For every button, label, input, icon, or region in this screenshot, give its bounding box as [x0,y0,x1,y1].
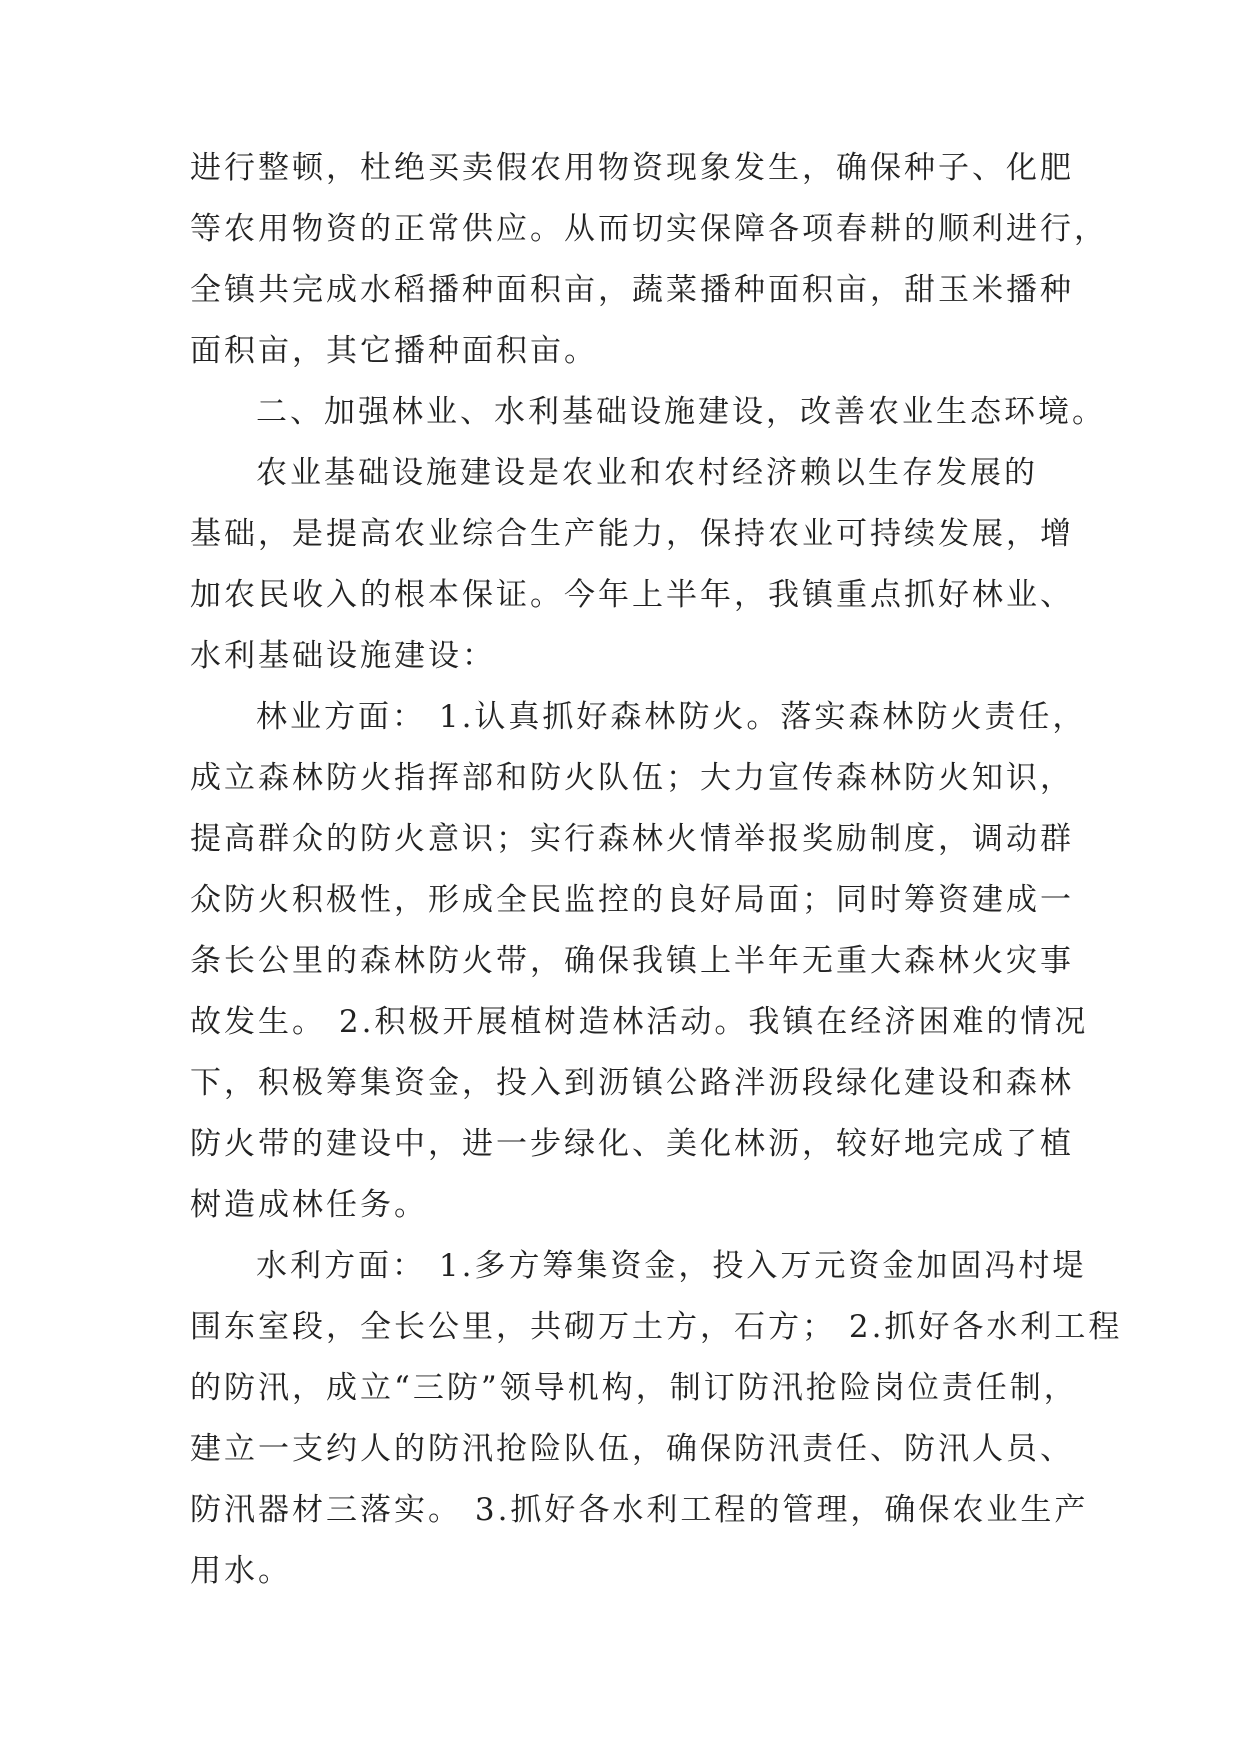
paragraph-line: 全镇共完成水稻播种面积亩，蔬菜播种面积亩，甜玉米播种 [190,272,1074,308]
paragraph-line: 故发生。 2.积极开展植树造林活动。我镇在经济困难的情况 [190,1004,1089,1040]
paragraph-line: 众防火积极性，形成全民监控的良好局面；同时筹资建成一 [190,882,1074,918]
paragraph-line: 建立一支约人的防汛抢险队伍，确保防汛责任、防汛人员、 [190,1431,1074,1467]
paragraph-line: 面积亩，其它播种面积亩。 [190,333,598,369]
paragraph-line: 防火带的建设中，进一步绿化、美化林沥，较好地完成了植 [190,1126,1074,1162]
paragraph-line: 基础，是提高农业综合生产能力，保持农业可持续发展，增 [190,516,1074,552]
paragraph-line: 下，积极筹集资金，投入到沥镇公路泮沥段绿化建设和森林 [190,1065,1074,1101]
paragraph-line: 农业基础设施建设是农业和农村经济赖以生存发展的 [256,455,1038,491]
paragraph-line: 用水。 [190,1553,292,1589]
paragraph-line: 围东室段，全长公里，共砌万土方，石方； 2.抓好各水利工程 [190,1309,1123,1345]
paragraph-line: 水利基础设施建设： [190,638,496,674]
paragraph-line: 水利方面： 1.多方筹集资金，投入万元资金加固冯村堤 [256,1248,1087,1284]
paragraph-line: 等农用物资的正常供应。从而切实保障各项春耕的顺利进行， [190,211,1108,247]
paragraph-line: 成立森林防火指挥部和防火队伍；大力宣传森林防火知识， [190,760,1074,796]
section-heading: 二、加强林业、水利基础设施建设，改善农业生态环境。 [256,394,1106,430]
paragraph-line: 的防汛，成立“三防”领导机构，制订防汛抢险岗位责任制， [190,1370,1078,1406]
paragraph-line: 林业方面： 1.认真抓好森林防火。落实森林防火责任， [256,699,1087,735]
paragraph-line: 条长公里的森林防火带，确保我镇上半年无重大森林火灾事 [190,943,1074,979]
paragraph-line: 树造成林任务。 [190,1187,428,1223]
paragraph-line: 加农民收入的根本保证。今年上半年，我镇重点抓好林业、 [190,577,1074,613]
paragraph-line: 防汛器材三落实。 3.抓好各水利工程的管理，确保农业生产 [190,1492,1089,1528]
paragraph-line: 进行整顿，杜绝买卖假农用物资现象发生，确保种子、化肥 [190,150,1074,186]
paragraph-line: 提高群众的防火意识；实行森林火情举报奖励制度，调动群 [190,821,1074,857]
